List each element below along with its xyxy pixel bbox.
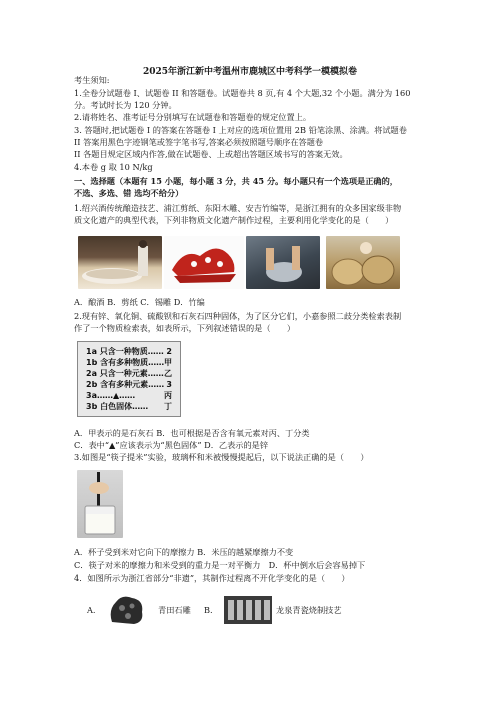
stone-carving-photo — [106, 592, 148, 626]
dichotomous-key-table — [77, 341, 181, 417]
q2-options-ab: A．甲表示的是石灰石 B．也可根据是否含有氧元素对丙、丁分类 — [74, 428, 310, 438]
key-row: 3a……▲…… 丙 — [86, 391, 172, 400]
bamboo-weaving-photo — [326, 236, 400, 289]
q3-options-cd: C．筷子对米的摩擦力和米受到的重力是一对平衡力 D．杯中倒水后会容易掉下 — [74, 560, 366, 570]
q4-stem: 4．如图所示为浙江省部分“非遗”，其制作过程离不开化学变化的是（ ） — [74, 573, 350, 583]
q2-stem: 2.现有锌、氧化铜、硫酸钡和石灰石四种固体，为了区分它们，小嘉参照二歧分类检索表制 — [74, 311, 402, 321]
notice-line: II 答案用黑色字迹钢笔或签字笔书写,答案必须按照题号顺序在答题卷 — [74, 137, 324, 147]
wine-brewing-photo — [78, 236, 162, 289]
chopstick-rice-photo — [77, 470, 123, 538]
q3-options-ab: A．杯子受到米对它向下的摩擦力 B．米压的越紧摩擦力不变 — [74, 547, 294, 557]
section-heading-cont: 不选、多选、错 选均不给分） — [74, 188, 184, 198]
key-row: 1b 含有多种物质…… 甲 — [86, 358, 172, 367]
key-row: 1a 只含一种物质…… 2 — [86, 347, 172, 356]
tin-carving-photo — [246, 236, 320, 289]
notice-line: 1.全卷分试题卷 I、试题卷 II 和答题卷。试题卷共 8 页,有 4 个大题,32 个小题。满分为 160 — [74, 88, 411, 98]
q1-stem-cont: 质文化遗产的典型代表，下列非物质文化遗产制作过程，主要利用化学变化的是（ ） — [74, 215, 394, 225]
q3-stem: 3.如图是“筷子提米”实验，玻璃杯和米被慢慢提起后，以下说法正确的是（ ） — [74, 452, 369, 462]
q2-options-cd: C．表中“▲”应该表示为“黑色固体” D．乙表示的是锌 — [74, 440, 269, 450]
q4-option-b-letter: B. — [204, 605, 213, 615]
notice-line: 3. 答题时,把试题卷 I 的答案在答题卷 I 上对应的选项位置用 2B 铅笔涂黑、涂满。将试题卷 — [74, 125, 407, 135]
key-row: 3b 白色固体…… 丁 — [86, 402, 172, 411]
notice-line: II 各题目规定区域内作答,做在试题卷、上或超出答题区域书写的答案无效。 — [74, 149, 348, 159]
page-title: 2025年浙江新中考温州市鹿城区中考科学一模模拟卷 — [142, 67, 358, 77]
notice-heading: 考生须知: — [74, 75, 110, 85]
q1-options: A．酿酒 B．剪纸 C．锡雕 D．竹编 — [74, 297, 205, 307]
celadon-kiln-photo — [222, 592, 274, 626]
q4-option-a-text: 青田石雕 — [158, 605, 191, 615]
notice-line: 4.本卷 g 取 10 N/kg — [74, 162, 153, 172]
notice-line: 分。考试时长为 120 分钟。 — [74, 100, 177, 110]
key-row: 2a 只含一种元素…… 乙 — [86, 369, 172, 378]
q1-stem: 1.绍兴酒传统酿造技艺、浦江剪纸、东阳木雕、安吉竹编等，是浙江拥有的众多国家级非物 — [74, 203, 402, 213]
q2-stem-cont: 作了一个物质检索表，如表所示，下列叙述错误的是（ ） — [74, 323, 296, 333]
notice-line: 2.请将姓名、准考证号分别填写在试题卷和答题卷的规定位置上。 — [74, 112, 312, 122]
q4-option-a-letter: A. — [87, 605, 96, 615]
section-heading: 一、选择题（本题有 15 小题，每小题 3 分，共 45 分。每小题只有一个选项是正确的， — [74, 176, 398, 186]
paper-cut-photo — [164, 236, 244, 289]
key-row: 2b 含有多种元素…… 3 — [86, 380, 172, 389]
q4-option-b-text: 龙泉青瓷烧制技艺 — [276, 605, 342, 615]
